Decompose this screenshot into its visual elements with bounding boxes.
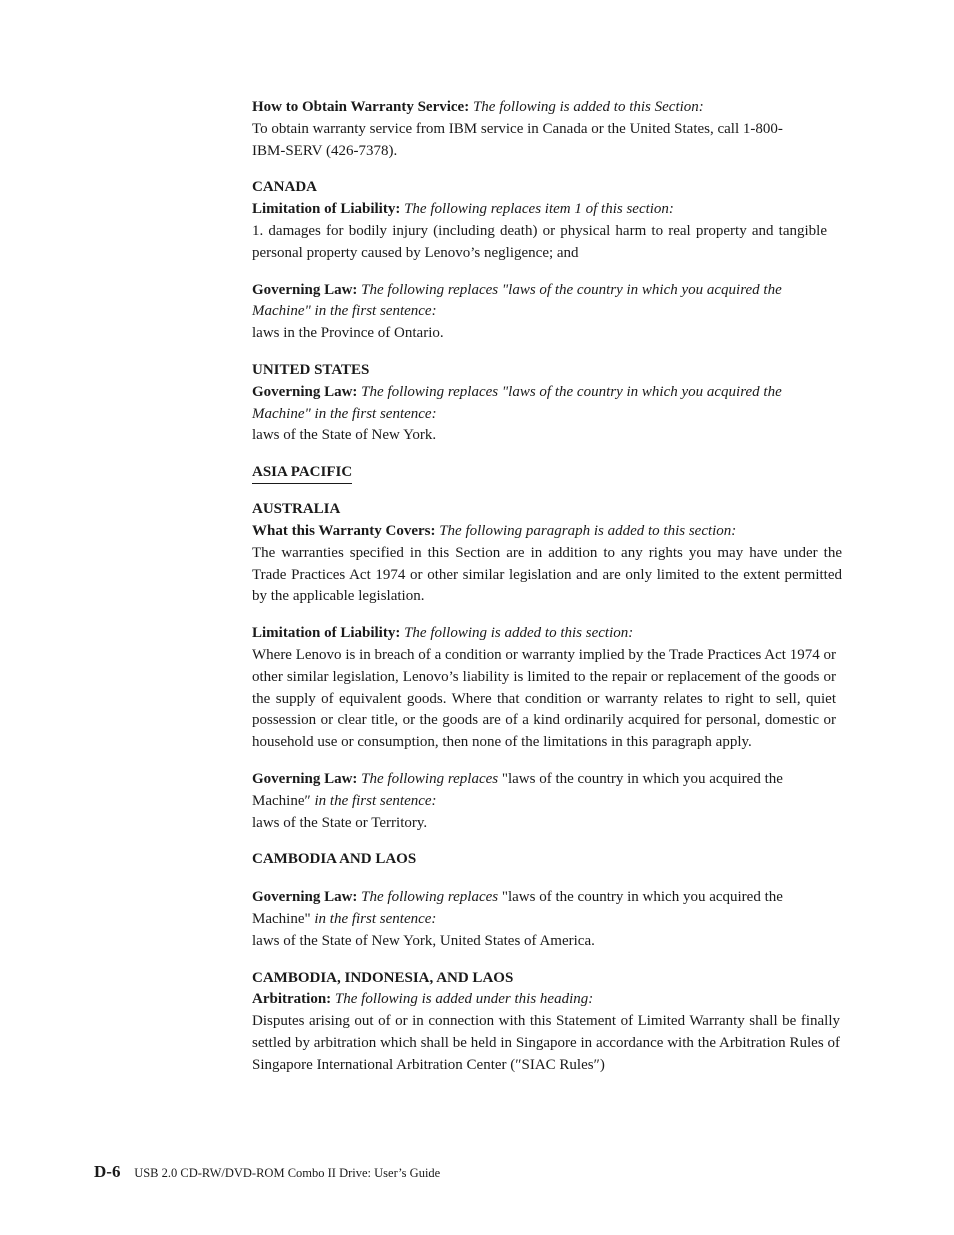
arbitration-label: Arbitration:: [252, 991, 332, 1008]
canada-liability-body: 1. damages for bodily injury (including death) or physical harm to real property and tangible personal property caused by Lenovo’s negligence; and: [252, 222, 827, 261]
document-body: [252, 97, 842, 1076]
australia-law-quote: "laws of the country in which you acquired the Machine″: [252, 770, 783, 809]
australia-liability-label: Limitation of Liability:: [252, 625, 401, 642]
cambodia-laos-law-label: Governing Law:: [252, 889, 358, 906]
us-law-label: Governing Law:: [252, 383, 358, 400]
obtain-service-body: To obtain warranty service from IBM service in Canada or the United States, call 1-800-IBM-SERV (426-7378).: [252, 120, 783, 159]
australia-covers-intro: The following paragraph is added to this section:: [439, 522, 737, 539]
australia-law-body: laws of the State or Territory.: [252, 814, 428, 831]
cambodia-laos-law-intro-b: in the first sentence:: [314, 910, 437, 927]
canada-law-intro: The following replaces "laws of the country in which you acquired the Machine" in the first sentence:: [252, 281, 782, 320]
australia-liability-body: Where Lenovo is in breach of a condition or warranty implied by the Trade Practices Act 1974 or other similar legislation, Lenovo’s liability is limited to the repair or replacement of the goods or the supply of equivalent goods. Where that condition or warranty relates to right to sell, quiet possession or clear title, or the goods are of a kind ordinarily acquired for personal, domestic or household use or consumption, then none of the limitations in this paragraph apply.: [252, 646, 836, 751]
page-number: D-6: [94, 1162, 121, 1181]
australia-law-label: Governing Law:: [252, 770, 358, 787]
australia-liability-intro: The following is added to this section:: [404, 625, 634, 642]
arbitration-intro: The following is added under this heading:: [334, 991, 594, 1008]
australia-covers-label: What this Warranty Covers:: [252, 522, 436, 539]
australia-section: [252, 499, 842, 608]
us-section: [252, 360, 830, 447]
asia-pacific-section: [252, 462, 842, 484]
asia-pacific-heading: ASIA PACIFIC: [252, 463, 352, 484]
cambodia-laos-law-section: [252, 887, 830, 952]
australia-heading: AUSTRALIA: [252, 501, 341, 518]
page-footer: [94, 1161, 440, 1185]
cambodia-indonesia-laos-section: [252, 968, 842, 1077]
obtain-service-label: How to Obtain Warranty Service:: [252, 99, 470, 115]
australia-liability-section: [252, 623, 842, 754]
canada-liability-label: Limitation of Liability:: [252, 201, 401, 218]
cambodia-indonesia-laos-heading: CAMBODIA, INDONESIA, AND LAOS: [252, 969, 514, 986]
canada-law-body: laws in the Province of Ontario.: [252, 325, 444, 342]
cambodia-laos-law-intro-a: The following replaces: [361, 889, 499, 906]
australia-covers-body: The warranties specified in this Section are in addition to any rights you may have under the Trade Practices Act 1974 or other similar legislation and are only limited to the extent permitted by the applicable legislation.: [252, 544, 842, 605]
canada-law-section: [252, 280, 830, 345]
canada-section: [252, 177, 842, 264]
australia-law-intro-b: in the first sentence:: [314, 792, 437, 809]
cambodia-laos-heading: CAMBODIA AND LAOS: [252, 851, 417, 868]
us-law-body: laws of the State of New York.: [252, 427, 437, 444]
cambodia-laos-law-body: laws of the State of New York, United States of America.: [252, 932, 595, 949]
obtain-service-section: [252, 97, 842, 162]
australia-law-section: [252, 769, 830, 834]
us-law-intro: The following replaces "laws of the country in which you acquired the Machine" in the first sentence:: [252, 383, 782, 422]
canada-heading: CANADA: [252, 179, 317, 196]
obtain-service-intro: The following is added to this Section:: [472, 99, 704, 115]
canada-liability-intro: The following replaces item 1 of this section:: [404, 201, 674, 218]
cambodia-laos-section: [252, 849, 842, 871]
document-title: USB 2.0 CD-RW/DVD-ROM Combo II Drive: User’s Guide: [134, 1166, 441, 1180]
canada-law-label: Governing Law:: [252, 281, 358, 298]
australia-law-intro-a: The following replaces: [361, 770, 499, 787]
us-heading: UNITED STATES: [252, 361, 370, 378]
cambodia-laos-law-quote: "laws of the country in which you acquired the Machine": [252, 889, 783, 927]
arbitration-body: Disputes arising out of or in connection with this Statement of Limited Warranty shall be finally settled by arbitration which shall be held in Singapore in accordance with the Arbitration Rules of Singapore International Arbitration Center (″SIAC Rules″): [252, 1013, 840, 1073]
